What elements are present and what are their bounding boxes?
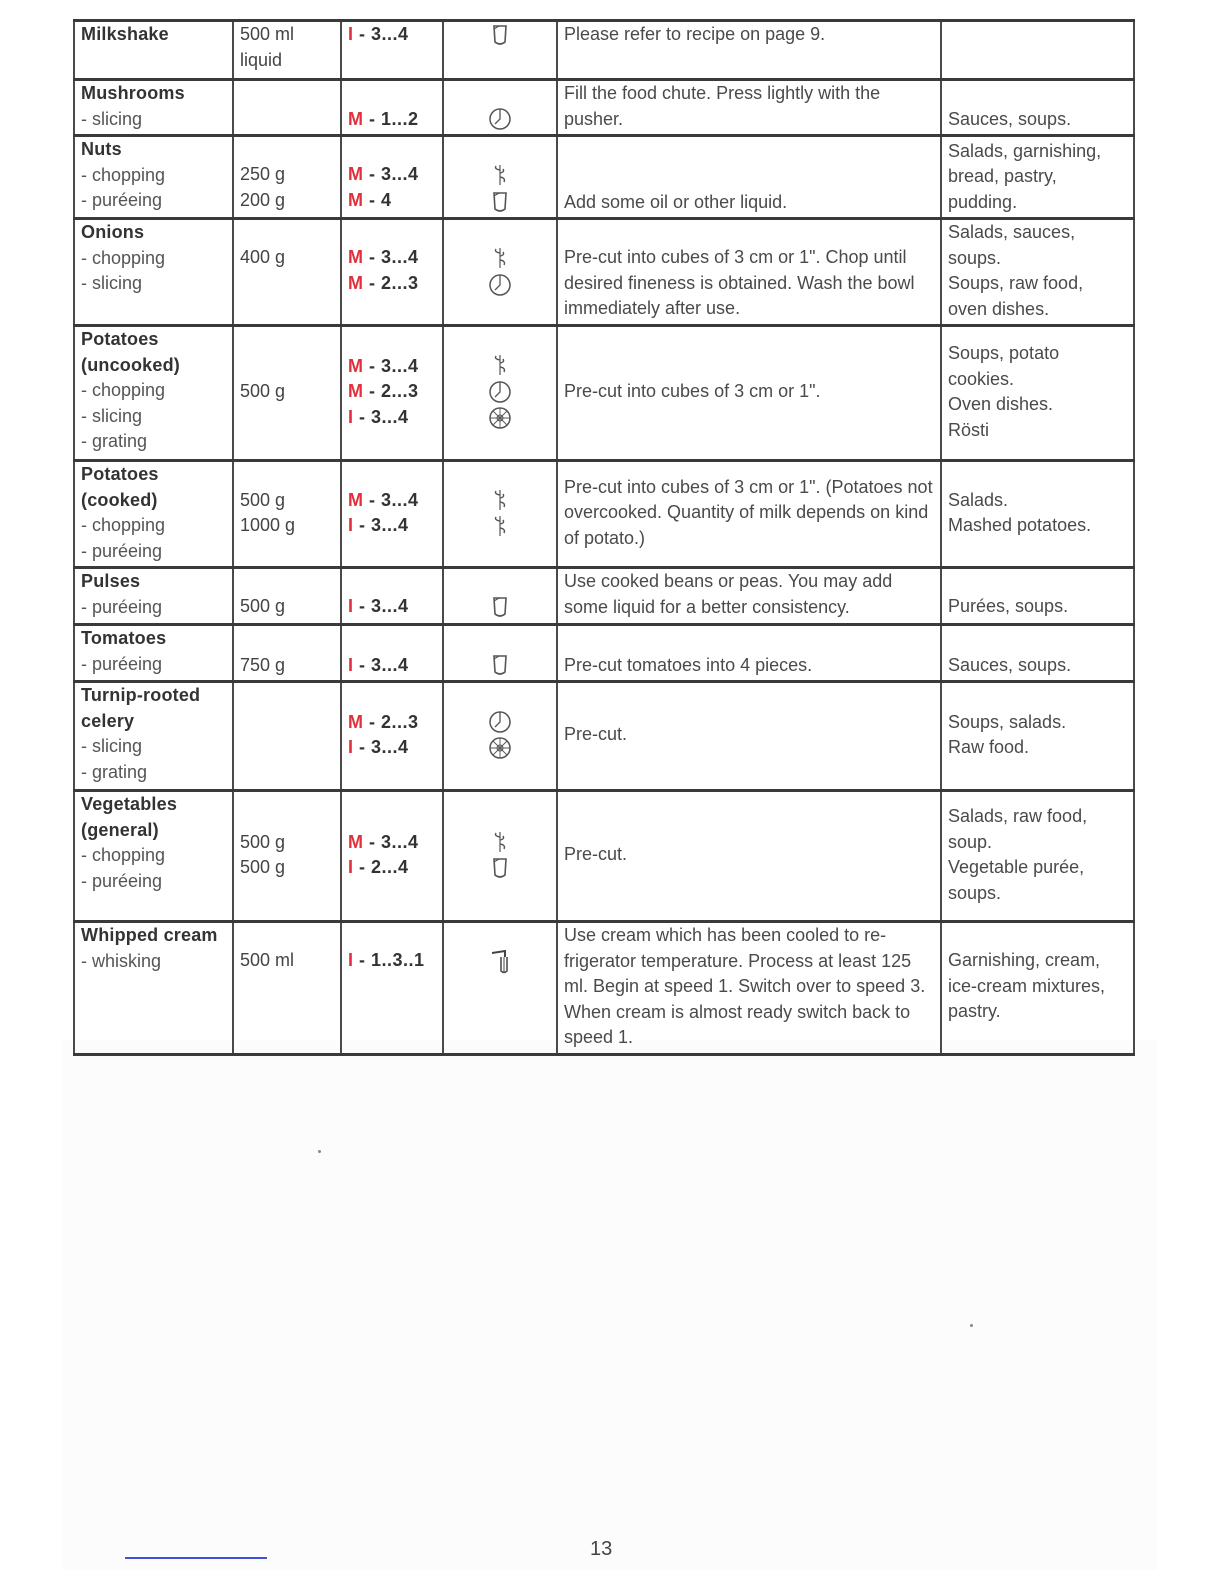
tool-cell bbox=[443, 136, 557, 219]
speed-level: I bbox=[348, 596, 354, 616]
amount-cell bbox=[233, 80, 341, 136]
usage-line: Oven dishes. bbox=[948, 394, 1054, 414]
amount-value: 500 g bbox=[240, 596, 286, 616]
speed-range: - 4 bbox=[369, 189, 392, 210]
grating-disc-icon bbox=[450, 735, 550, 762]
instructions-text: Pre-cut into cubes of 3 cm or 1". Chop until desired fineness is obtained. Wash the bowl immediately after use. bbox=[564, 247, 915, 318]
usage-line: pastry. bbox=[948, 1001, 1001, 1021]
speck bbox=[318, 1150, 321, 1153]
instructions-cell bbox=[557, 326, 941, 461]
food-processing-table bbox=[73, 19, 1135, 1056]
processing-method: - chopping bbox=[81, 845, 166, 865]
usage-cell bbox=[941, 80, 1134, 136]
processing-method: - slicing bbox=[81, 108, 143, 129]
usage-line: Mashed potatoes. bbox=[948, 515, 1092, 535]
food-cell bbox=[74, 80, 233, 136]
amount-value: 750 g bbox=[240, 654, 286, 675]
food-name: Mushrooms bbox=[81, 83, 185, 103]
page-number: 13 bbox=[590, 1538, 613, 1560]
usage-line: pudding. bbox=[948, 191, 1018, 212]
usage-line: Raw food. bbox=[948, 737, 1030, 757]
processing-method: - puréeing bbox=[81, 596, 163, 617]
instructions-cell bbox=[557, 80, 941, 136]
processing-method: - puréeing bbox=[81, 870, 163, 891]
usage-line: soups. bbox=[948, 247, 1002, 268]
amount-cell bbox=[233, 791, 341, 922]
tool-cell bbox=[443, 625, 557, 682]
speed-level: M bbox=[348, 355, 364, 376]
table-row bbox=[74, 136, 1134, 219]
table-row bbox=[74, 219, 1134, 326]
speed-level: I bbox=[348, 24, 354, 44]
food-name: Potatoes bbox=[81, 464, 159, 484]
speed-range: - 3...4 bbox=[359, 515, 409, 535]
food-cell bbox=[74, 791, 233, 922]
usage-cell bbox=[941, 568, 1134, 625]
amount-value: liquid bbox=[240, 49, 283, 70]
usage-line: Salads, garnishing, bbox=[948, 140, 1102, 161]
speed-level: I bbox=[348, 654, 354, 675]
grating-disc-icon bbox=[450, 405, 550, 432]
table-row bbox=[74, 791, 1134, 922]
table-row bbox=[74, 461, 1134, 568]
instructions-cell bbox=[557, 922, 941, 1055]
speed-level: I bbox=[348, 950, 354, 970]
tool-cell bbox=[443, 791, 557, 922]
amount-value: 500 ml bbox=[240, 950, 295, 970]
amount-cell bbox=[233, 136, 341, 219]
processing-method: - grating bbox=[81, 761, 148, 782]
tool-cell bbox=[443, 461, 557, 568]
usage-cell bbox=[941, 326, 1134, 461]
food-cell bbox=[74, 326, 233, 461]
instructions-text: Please refer to recipe on page 9. bbox=[564, 24, 826, 44]
table-row bbox=[74, 80, 1134, 136]
amount-value: 500 g bbox=[240, 381, 286, 402]
instructions-cell bbox=[557, 136, 941, 219]
speed-level: M bbox=[348, 189, 364, 210]
usage-cell bbox=[941, 219, 1134, 326]
food-cell bbox=[74, 21, 233, 80]
usage-line: Salads. bbox=[948, 489, 1009, 510]
speed-level: M bbox=[348, 711, 364, 732]
amount-value: 200 g bbox=[240, 189, 286, 210]
food-cell bbox=[74, 461, 233, 568]
food-name-line2: (uncooked) bbox=[81, 354, 180, 375]
cup-blade-icon bbox=[450, 22, 550, 49]
table-row bbox=[74, 922, 1134, 1055]
processing-method: - grating bbox=[81, 431, 148, 451]
s-blade-icon bbox=[450, 513, 550, 540]
speed-cell bbox=[341, 136, 443, 219]
usage-line: cookies. bbox=[948, 368, 1015, 389]
speed-setting bbox=[348, 188, 436, 214]
processing-method: - puréeing bbox=[81, 540, 163, 561]
usage-cell bbox=[941, 791, 1134, 922]
instructions-cell bbox=[557, 682, 941, 791]
amount-cell bbox=[233, 461, 341, 568]
instructions-cell bbox=[557, 21, 941, 80]
s-blade-icon bbox=[450, 487, 550, 514]
usage-cell bbox=[941, 21, 1134, 80]
cup-blade-icon bbox=[450, 652, 550, 679]
speed-range: - 1...2 bbox=[369, 108, 419, 129]
food-cell bbox=[74, 219, 233, 326]
food-cell bbox=[74, 136, 233, 219]
speed-range: - 2...3 bbox=[369, 711, 419, 732]
usage-cell bbox=[941, 136, 1134, 219]
instructions-text: Use cream which has been cooled to re-frigerator temperature. Process at least 125 ml. Begin at speed 1. Switch over to speed 3. When cream is almost ready switch back to speed 1. bbox=[564, 925, 926, 1047]
instructions-text: Pre-cut. bbox=[564, 844, 628, 865]
speed-range: - 3...4 bbox=[359, 654, 409, 675]
speed-cell bbox=[341, 922, 443, 1055]
s-blade-icon bbox=[450, 352, 550, 379]
amount-cell bbox=[233, 219, 341, 326]
usage-line: Sauces, soups. bbox=[948, 654, 1072, 675]
instructions-cell bbox=[557, 461, 941, 568]
processing-method: - chopping bbox=[81, 164, 166, 185]
speed-range: - 3...4 bbox=[369, 164, 419, 184]
speed-level: M bbox=[348, 381, 364, 402]
usage-line: soup. bbox=[948, 831, 993, 852]
food-name: Pulses bbox=[81, 571, 141, 591]
speed-cell bbox=[341, 791, 443, 922]
processing-method: - slicing bbox=[81, 736, 143, 756]
speed-range: - 2...3 bbox=[369, 381, 419, 402]
speed-level: M bbox=[348, 164, 364, 184]
table-row bbox=[74, 326, 1134, 461]
cup-blade-icon bbox=[450, 855, 550, 882]
processing-method: - puréeing bbox=[81, 653, 163, 674]
processing-method: - chopping bbox=[81, 247, 166, 268]
speed-range: - 1..3..1 bbox=[359, 950, 425, 970]
tool-cell bbox=[443, 21, 557, 80]
usage-line: soups. bbox=[948, 882, 1002, 903]
instructions-text: Use cooked beans or peas. You may add some liquid for a better consistency. bbox=[564, 571, 893, 617]
food-name: Turnip-rooted bbox=[81, 685, 201, 705]
speed-range: - 3...4 bbox=[359, 596, 409, 616]
food-cell bbox=[74, 568, 233, 625]
usage-line: Vegetable purée, bbox=[948, 857, 1085, 877]
food-name: Vegetables bbox=[81, 794, 178, 814]
speed-setting bbox=[348, 405, 436, 431]
usage-line: Soups, raw food, bbox=[948, 273, 1084, 293]
usage-line: Rösti bbox=[948, 419, 990, 440]
instructions-text: Pre-cut into cubes of 3 cm or 1". (Potatoes not overcooked. Quantity of milk depends on kind of potato.) bbox=[564, 476, 933, 548]
amount-value: 500 g bbox=[240, 831, 286, 852]
tool-cell bbox=[443, 80, 557, 136]
processing-method: - chopping bbox=[81, 380, 166, 400]
usage-line: Garnishing, cream, bbox=[948, 950, 1101, 970]
table-row bbox=[74, 625, 1134, 682]
speed-setting bbox=[348, 22, 436, 48]
table-row bbox=[74, 568, 1134, 625]
speed-cell bbox=[341, 326, 443, 461]
usage-line: Salads, sauces, bbox=[948, 222, 1076, 242]
speed-range: - 2...3 bbox=[369, 272, 419, 293]
food-name-line2: (general) bbox=[81, 819, 159, 840]
usage-line: Sauces, soups. bbox=[948, 108, 1072, 129]
speed-range: - 3...4 bbox=[359, 406, 409, 427]
speed-setting bbox=[348, 107, 436, 133]
amount-cell bbox=[233, 682, 341, 791]
usage-cell bbox=[941, 461, 1134, 568]
speed-level: I bbox=[348, 857, 354, 877]
speed-level: M bbox=[348, 108, 364, 129]
tool-cell bbox=[443, 922, 557, 1055]
speed-range: - 3...4 bbox=[369, 489, 419, 510]
tool-cell bbox=[443, 682, 557, 791]
slicing-disc-icon bbox=[450, 709, 550, 736]
speed-level: I bbox=[348, 515, 354, 535]
instructions-cell bbox=[557, 791, 941, 922]
speed-setting bbox=[348, 379, 436, 405]
s-blade-icon bbox=[450, 829, 550, 856]
amount-value: 500 g bbox=[240, 489, 286, 510]
instructions-text: Pre-cut. bbox=[564, 724, 628, 745]
amount-value: 1000 g bbox=[240, 515, 296, 535]
slicing-disc-icon bbox=[450, 272, 550, 299]
amount-value: 500 g bbox=[240, 857, 286, 877]
food-cell bbox=[74, 682, 233, 791]
speed-cell bbox=[341, 219, 443, 326]
usage-line: bread, pastry, bbox=[948, 166, 1057, 186]
speed-level: M bbox=[348, 831, 364, 852]
usage-cell bbox=[941, 922, 1134, 1055]
tool-cell bbox=[443, 568, 557, 625]
food-name: Tomatoes bbox=[81, 628, 167, 648]
s-blade-icon bbox=[450, 245, 550, 272]
amount-cell bbox=[233, 625, 341, 682]
food-name-line2: celery bbox=[81, 710, 135, 731]
usage-line: Soups, salads. bbox=[948, 711, 1067, 732]
speed-range: - 3...4 bbox=[359, 24, 409, 44]
whisk-icon bbox=[450, 948, 550, 975]
food-cell bbox=[74, 625, 233, 682]
tool-cell bbox=[443, 326, 557, 461]
speed-setting bbox=[348, 653, 436, 679]
speed-range: - 3...4 bbox=[359, 737, 409, 757]
food-cell bbox=[74, 922, 233, 1055]
instructions-cell bbox=[557, 219, 941, 326]
speed-range: - 3...4 bbox=[369, 247, 419, 267]
speed-setting bbox=[348, 354, 436, 380]
speed-setting bbox=[348, 245, 436, 271]
usage-line: oven dishes. bbox=[948, 298, 1050, 319]
speed-setting bbox=[348, 488, 436, 514]
instructions-cell bbox=[557, 625, 941, 682]
cup-blade-icon bbox=[450, 189, 550, 216]
usage-cell bbox=[941, 682, 1134, 791]
speed-range: - 3...4 bbox=[369, 831, 419, 852]
food-name-line2: (cooked) bbox=[81, 489, 158, 510]
amount-value: 400 g bbox=[240, 247, 286, 267]
amount-cell bbox=[233, 21, 341, 80]
processing-method: - whisking bbox=[81, 950, 162, 971]
speed-cell bbox=[341, 80, 443, 136]
speed-setting bbox=[348, 735, 436, 761]
usage-line: Soups, potato bbox=[948, 343, 1060, 363]
speed-level: M bbox=[348, 247, 364, 267]
processing-method: - slicing bbox=[81, 273, 143, 293]
instructions-text: Fill the food chute. Press lightly with the pusher. bbox=[564, 83, 881, 129]
speck bbox=[970, 1324, 973, 1327]
speed-level: I bbox=[348, 737, 354, 757]
speed-setting bbox=[348, 594, 436, 620]
slicing-disc-icon bbox=[450, 106, 550, 133]
speed-level: M bbox=[348, 272, 364, 293]
tool-cell bbox=[443, 219, 557, 326]
instructions-text: Pre-cut tomatoes into 4 pieces. bbox=[564, 654, 813, 675]
s-blade-icon bbox=[450, 162, 550, 189]
speed-level: I bbox=[348, 406, 354, 427]
instructions-cell bbox=[557, 568, 941, 625]
amount-cell bbox=[233, 326, 341, 461]
speed-setting bbox=[348, 513, 436, 539]
speed-setting bbox=[348, 271, 436, 297]
page-background bbox=[62, 1040, 1157, 1570]
table-row bbox=[74, 21, 1134, 80]
speed-setting bbox=[348, 855, 436, 881]
food-name: Potatoes bbox=[81, 329, 159, 349]
speed-level: M bbox=[348, 489, 364, 510]
usage-line: Salads, raw food, bbox=[948, 806, 1088, 826]
speed-cell bbox=[341, 21, 443, 80]
instructions-text: Pre-cut into cubes of 3 cm or 1". bbox=[564, 381, 821, 402]
food-name: Whipped cream bbox=[81, 925, 218, 945]
processing-method: - chopping bbox=[81, 515, 166, 535]
table-row bbox=[74, 682, 1134, 791]
speed-setting bbox=[348, 162, 436, 188]
amount-cell bbox=[233, 922, 341, 1055]
speed-cell bbox=[341, 461, 443, 568]
speed-range: - 2...4 bbox=[359, 857, 409, 877]
speed-setting bbox=[348, 948, 436, 974]
food-name: Milkshake bbox=[81, 24, 169, 44]
speed-cell bbox=[341, 625, 443, 682]
speed-cell bbox=[341, 568, 443, 625]
speed-setting bbox=[348, 710, 436, 736]
speed-cell bbox=[341, 682, 443, 791]
usage-line: Purées, soups. bbox=[948, 596, 1069, 616]
instructions-text: Add some oil or other liquid. bbox=[564, 191, 788, 212]
amount-cell bbox=[233, 568, 341, 625]
slicing-disc-icon bbox=[450, 379, 550, 406]
food-name: Onions bbox=[81, 222, 145, 242]
usage-line: ice-cream mixtures, bbox=[948, 975, 1106, 996]
usage-cell bbox=[941, 625, 1134, 682]
speed-range: - 3...4 bbox=[369, 355, 419, 376]
amount-value: 500 ml bbox=[240, 24, 295, 44]
speed-setting bbox=[348, 830, 436, 856]
processing-method: - puréeing bbox=[81, 190, 163, 210]
processing-method: - slicing bbox=[81, 405, 143, 426]
food-name: Nuts bbox=[81, 139, 122, 159]
cup-blade-icon bbox=[450, 594, 550, 621]
footer-rule bbox=[125, 1557, 267, 1559]
amount-value: 250 g bbox=[240, 164, 286, 184]
